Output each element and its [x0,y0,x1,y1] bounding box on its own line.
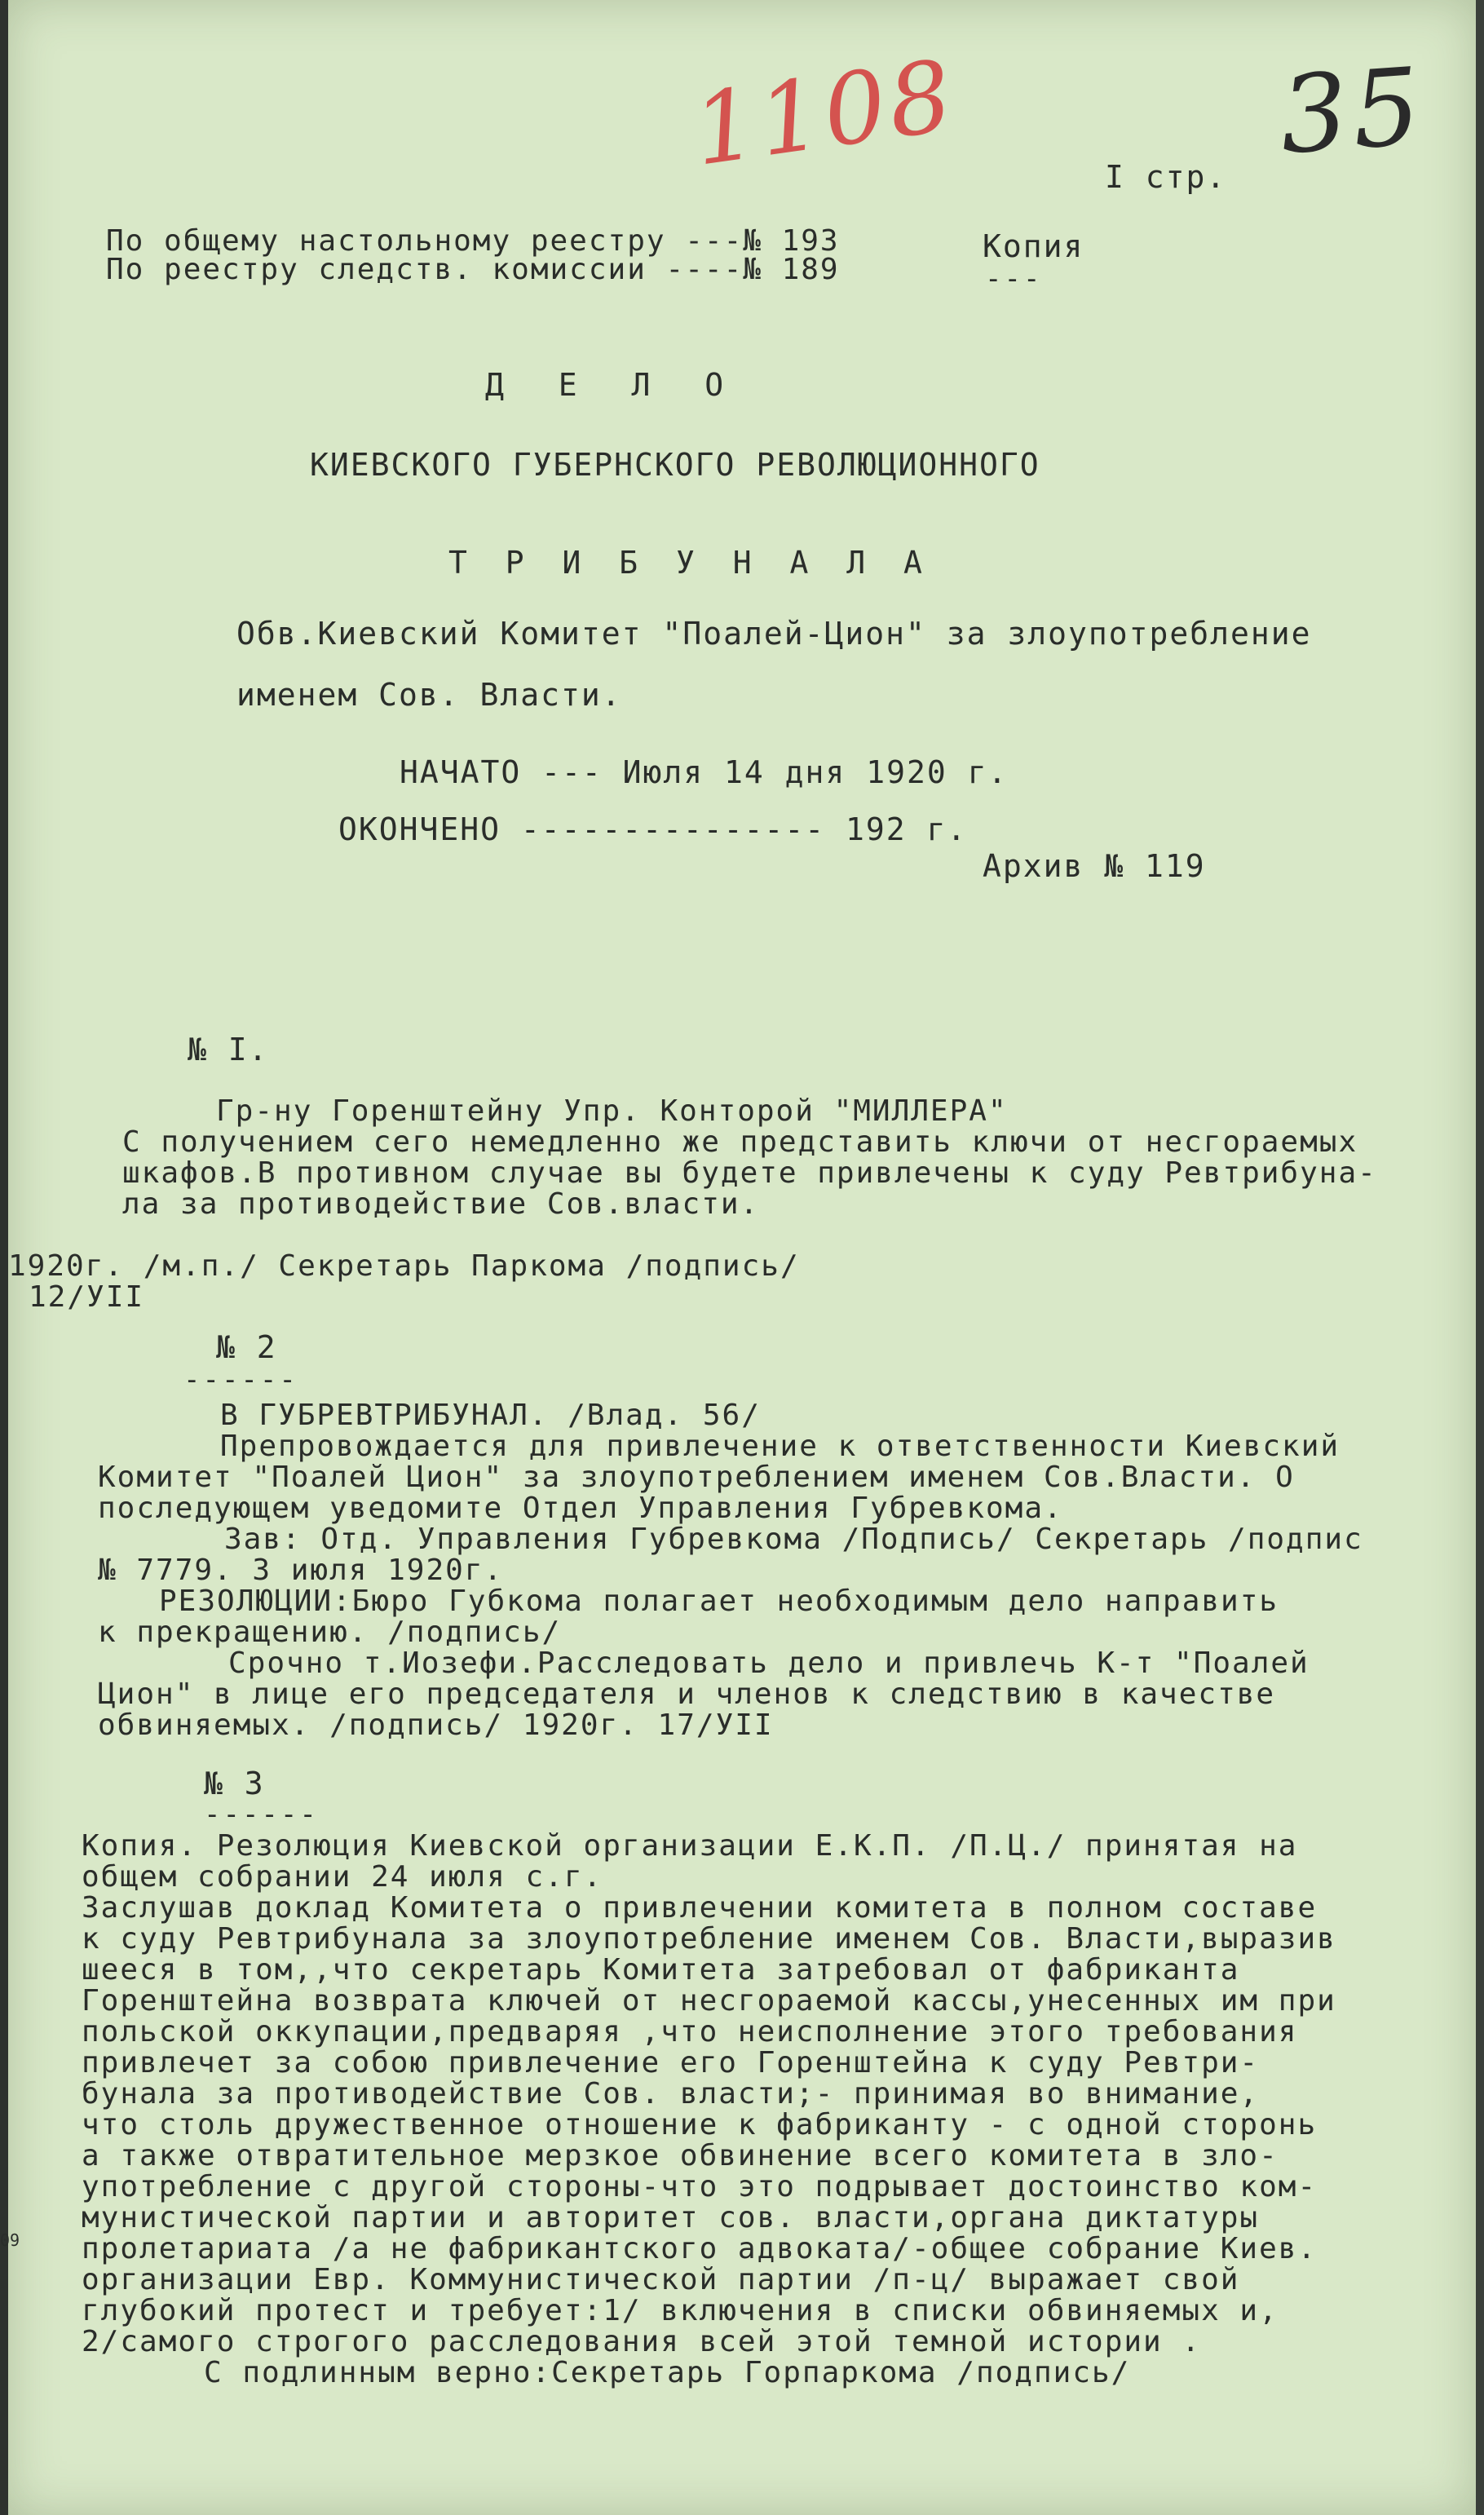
title-line-1: КИЕВСКОГО ГУБЕРНСКОГО РЕВОЛЮЦИОННОГО [310,447,1040,483]
section-3-line: Копия. Резолюция Киевской организации Е.К.П. /П.Ц./ принятая на [82,1829,1298,1863]
section-3-line: мунистической партии и авторитет сов. власти,органа диктатуры [82,2201,1260,2234]
copy-label: Копия [983,228,1084,264]
section-2-line: последующем уведомите Отдел Управления Губревкома. [98,1492,1063,1525]
section-3-line: шееся в том,,что секретарь Комитета затребовал от фабриканта [82,1953,1240,1987]
section-3-line: пролетариата /а не фабрикантского адвоката/-общее собрание Киев. [82,2232,1318,2265]
copy-underline: --- [985,263,1043,295]
section-3-line: Заслушав доклад Комитета о привлечении комитета в полном составе [82,1891,1318,1925]
section-2-line: Цион" в лице его председателя и членов к следствию в качестве [98,1677,1276,1711]
section-3-line: привлечет за собою привлечение его Горенштейна к суду Ревтри- [82,2046,1260,2080]
started-date: НАЧАТО --- Июля 14 дня 1920 г. [400,754,1009,790]
section-1-line: Гр-ну Горенштейну Упр. Конторой "МИЛЛЕРА" [216,1094,1008,1128]
archive-number: Архив № 119 [983,848,1206,884]
section-3-line: общем собрании 24 июля с.г. [82,1860,603,1894]
page-number: I стр. [1105,159,1227,195]
section-2-underline: ------ [183,1364,298,1396]
section-2-line: В ГУБРЕВТРИБУНАЛ. /Влад. 56/ [220,1399,761,1432]
section-3-line: глубокий протест и требует:1/ включения в списки обвиняемых и, [82,2294,1279,2327]
section-3-line: к суду Ревтрибунала за злоупотребление именем Сов. Власти,выразив [82,1922,1336,1956]
section-2-line: Препровождается для привлечение к ответственности Киевский [220,1430,1340,1463]
section-3-number: № 3 [204,1766,265,1801]
section-2-line: Зав: Отд. Управления Губревкома /Подпись/ Секретарь /подпис [224,1523,1363,1556]
red-handwritten-number: 1108 [686,39,962,188]
section-1-line: шкафов.В противном случае вы будете привлечены к суду Ревтрибуна- [122,1156,1377,1190]
subject-line-1: Обв.Киевский Комитет "Поалей-Цион" за злоупотребление [236,616,1312,652]
section-3-underline: ------ [204,1798,319,1831]
finished-date: ОКОНЧЕНО --------------- 192 г. [338,811,968,847]
section-1-number: № I. [188,1032,269,1067]
black-handwritten-number: 35 [1275,43,1429,179]
section-1-line: 1920г. /м.п./ Секретарь Паркома /подпись/ [8,1249,800,1283]
section-3-line: а также отвратительное мерзкое обвинение всего комитета в зло- [82,2139,1279,2172]
section-1-line: ла за противодействие Сов.власти. [122,1187,760,1221]
registry-line-2: По реестру следств. комиссии ----№ 189 [106,253,840,286]
title-line-2: Т Р И Б У Н А Л А [448,545,932,581]
section-2-line: обвиняемых. /подпись/ 1920г. 17/УII [98,1708,774,1742]
section-1-line: С получением сего немедленно же представить ключи от несгораемых [122,1125,1358,1159]
margin-number: 09 [0,2230,20,2250]
section-2-line: к прекращению. /подпись/ [98,1616,562,1649]
section-3-line: С подлинным верно:Секретарь Горпаркома /подпись/ [204,2356,1131,2389]
section-2-line: РЕЗОЛЮЦИИ:Бюро Губкома полагает необходимым дело направить [159,1585,1279,1618]
section-2-line: Комитет "Поалей Цион" за злоупотреблением именем Сов.Власти. О [98,1461,1295,1494]
document-page [8,0,1476,2515]
section-1-line: 12/УII [29,1280,145,1314]
scan-edge [0,0,8,2515]
section-3-line: что столь дружественное отношение к фабриканту - с одной сторонь [82,2108,1318,2142]
section-2-line: Срочно т.Иозефи.Расследовать дело и привлечь К-т "Поалей [228,1646,1310,1680]
section-3-line: организации Евр. Коммунистической партии /п-ц/ выражает свой [82,2263,1240,2296]
section-3-line: 2/самого строгого расследования всей этой темной истории . [82,2325,1202,2358]
section-2-line: № 7779. 3 июля 1920г. [98,1554,504,1587]
registry-line-1: По общему настольному реестру ---№ 193 [106,224,840,258]
section-3-line: бунала за противодействие Сов. власти;- принимая во внимание, [82,2077,1260,2111]
section-3-line: Горенштейна возврата ключей от несгораемой кассы,унесенных им при [82,1984,1336,2018]
subject-line-2: именем Сов. Власти. [236,677,622,713]
title-delo: Д Е Л О [485,367,742,403]
section-3-line: польской оккупации,предваряя ,что неисполнение этого требования [82,2015,1298,2049]
section-2-number: № 2 [216,1329,277,1365]
section-3-line: употребление с другой стороны-что это подрывает достоинство ком- [82,2170,1318,2203]
